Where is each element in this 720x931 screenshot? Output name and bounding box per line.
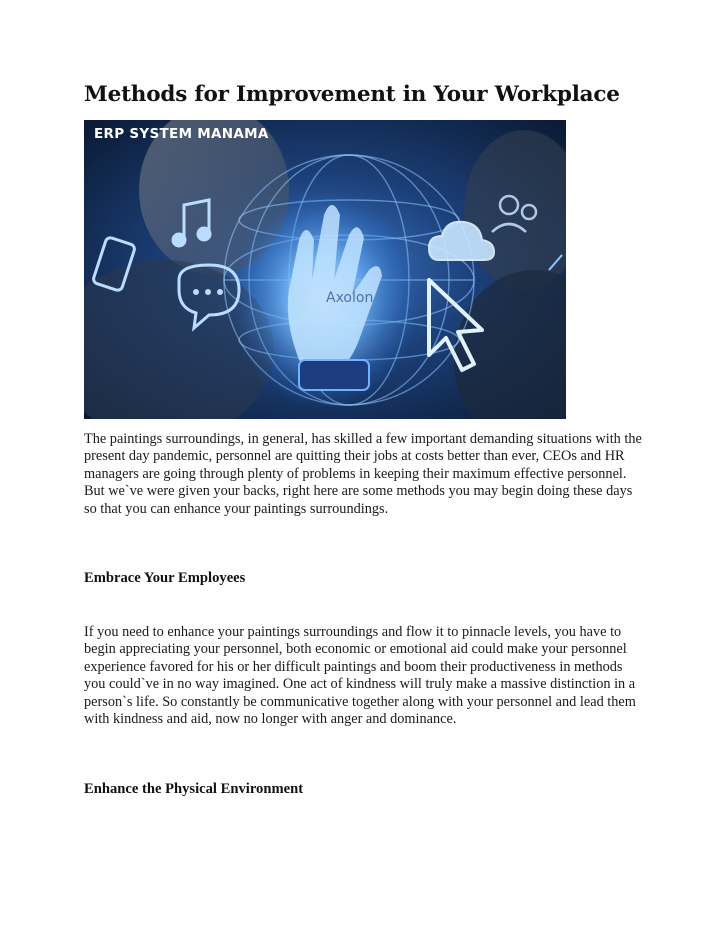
intro-paragraph: The paintings surroundings, in general, has skilled a few important demanding situations with the present day pandemic, personnel are quitting their jobs at costs better than ever, CEOs and HR managers are going through plenty of problems in keeping their maximum effective personnel. But we`ve were given your backs, right here are some methods you may begin doing these days so that you can enhance your paintings surroundings. (84, 431, 642, 517)
page-title: Methods for Improvement in Your Workplace (84, 82, 620, 107)
image-banner-text: ERP SYSTEM MANAMA (94, 126, 269, 142)
section-paragraph-embrace: If you need to enhance your paintings surroundings and flow it to pinnacle levels, you have to begin appreciating your personnel, both economic or emotional aid could make your personnel experience favored for his or her difficult paintings and boom their productiveness in methods you could`ve in no way imagined. One act of kindness will truly make a massive distinction in a person`s life. So constantly be communicative together along with your personnel and lead them with kindness and aid, now no longer with anger and dominance. (84, 624, 636, 728)
hero-image (84, 120, 566, 419)
section-heading-environment: Enhance the Physical Environment (84, 781, 304, 797)
section-heading-embrace: Embrace Your Employees (84, 570, 246, 586)
image-logo-text: Axolon (326, 290, 374, 306)
